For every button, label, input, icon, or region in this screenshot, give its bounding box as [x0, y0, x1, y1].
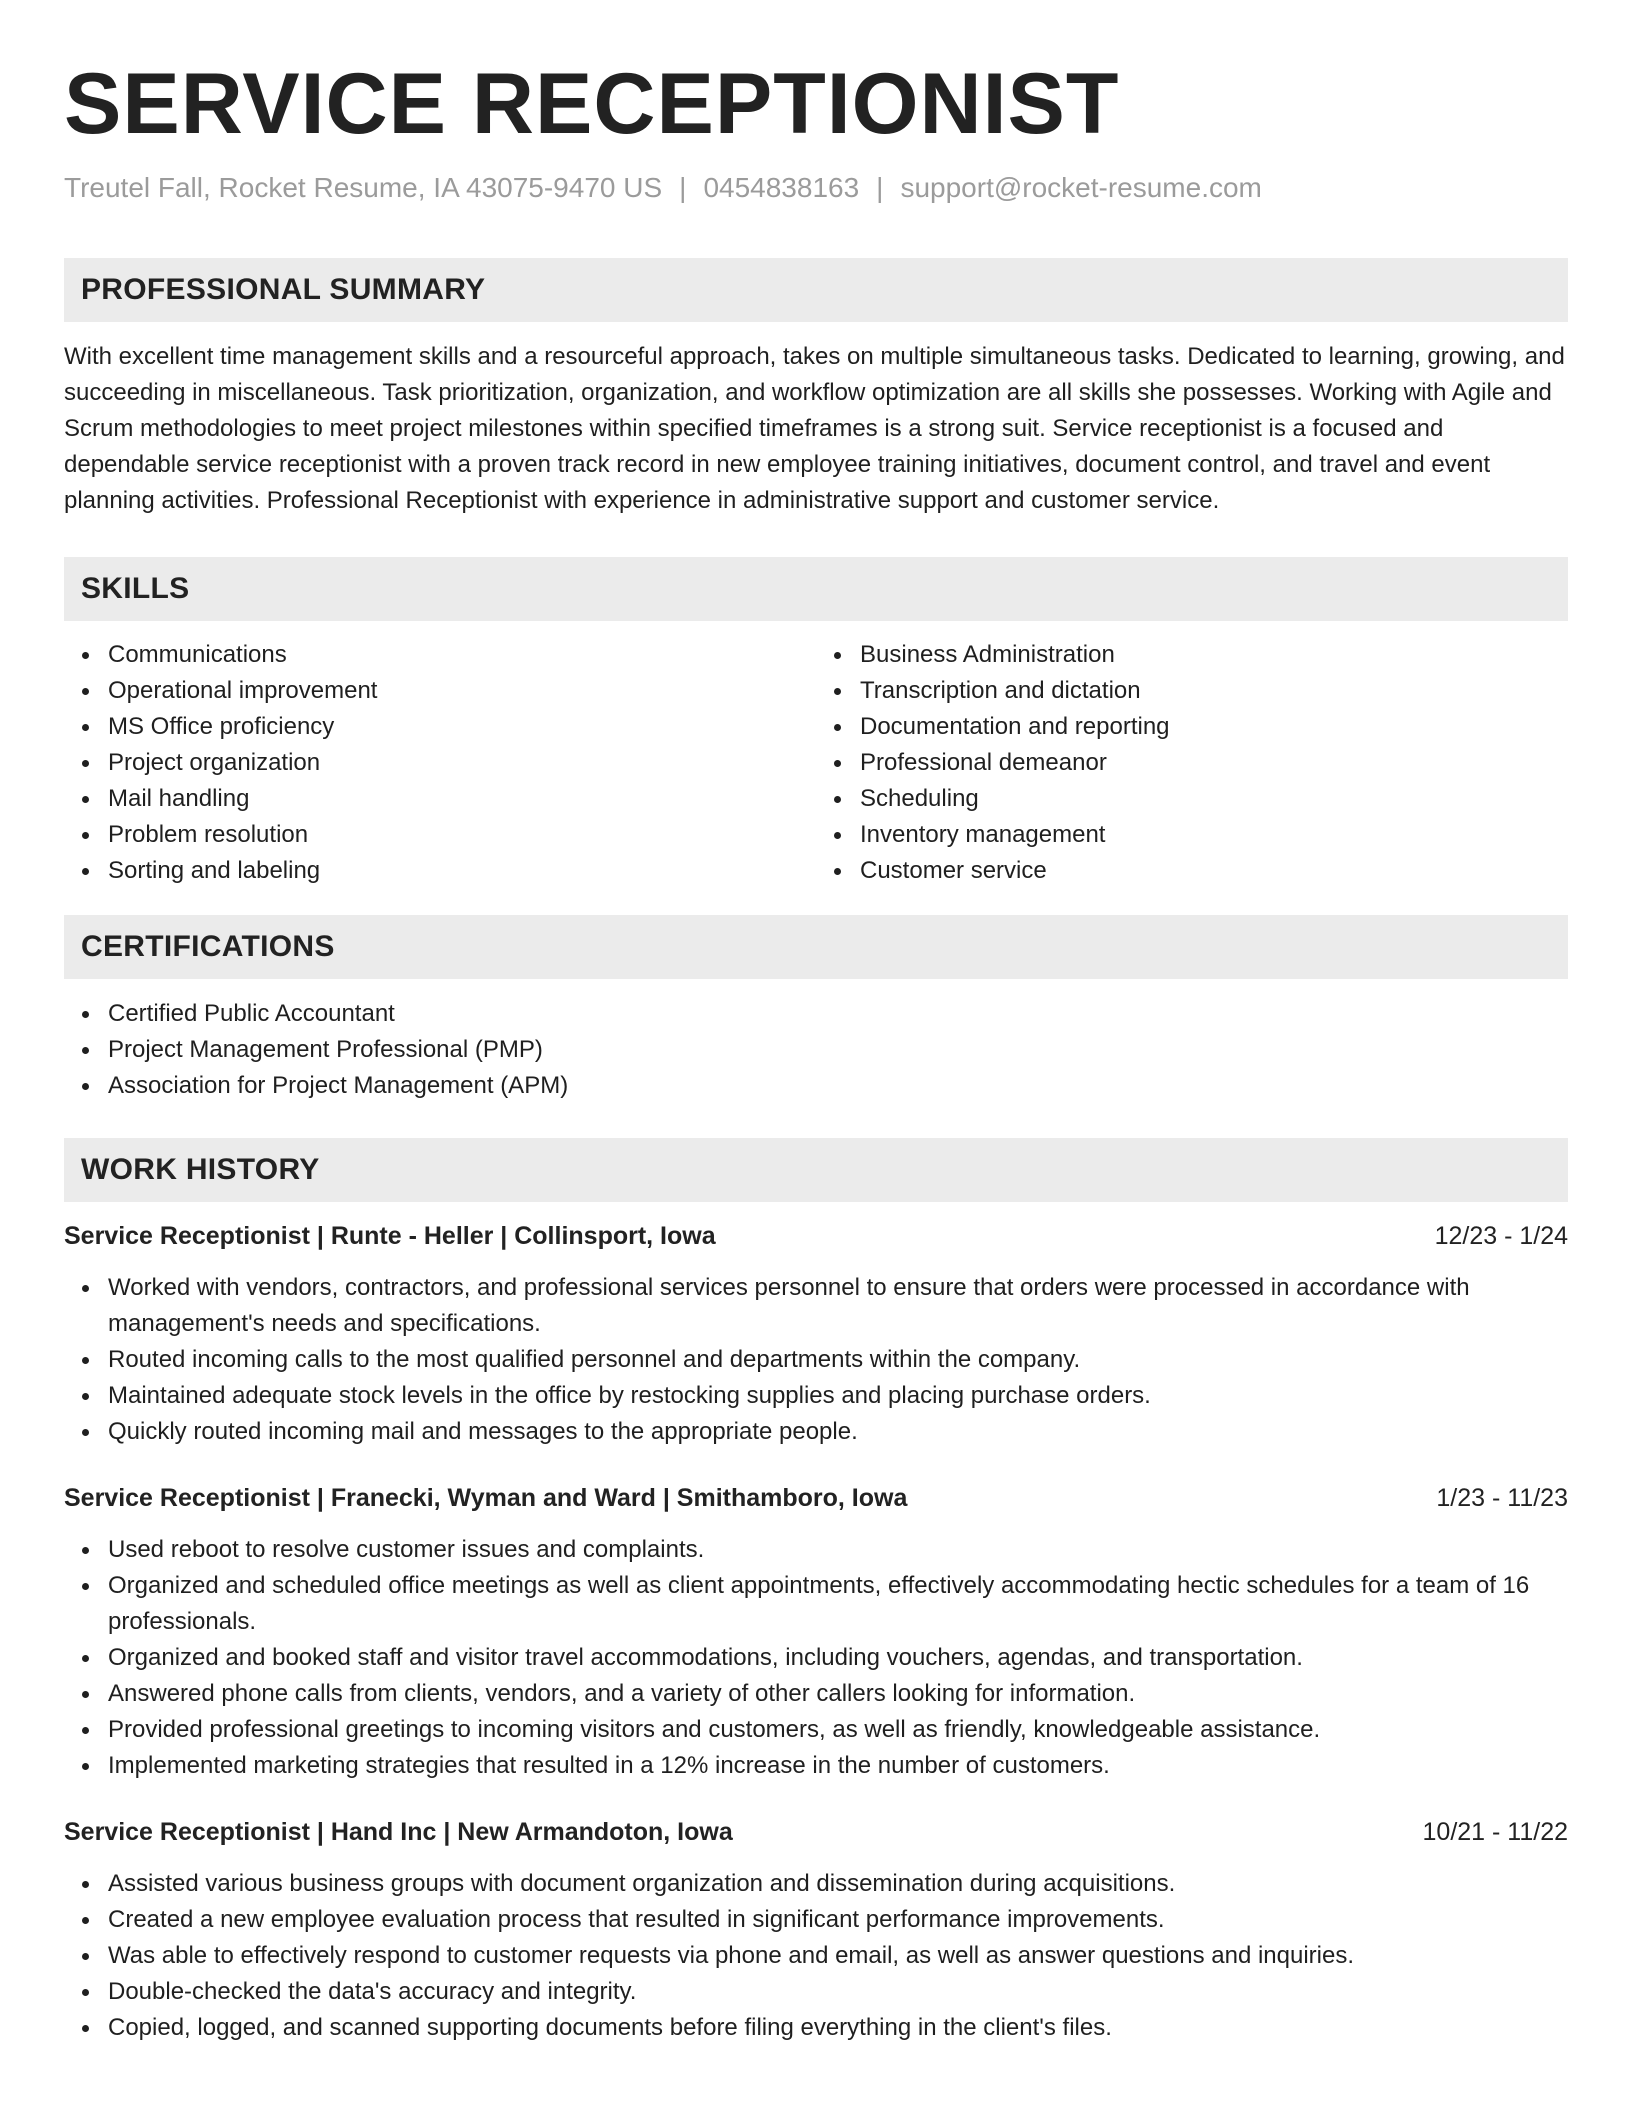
- skill-item: Mail handling: [108, 781, 816, 817]
- skill-item: Problem resolution: [108, 817, 816, 853]
- job-bullet: Routed incoming calls to the most qualified personnel and departments within the company.: [108, 1342, 1568, 1378]
- contact-separator: |: [876, 172, 884, 203]
- contact-separator: |: [679, 172, 687, 203]
- job-bullet: Worked with vendors, contractors, and professional services personnel to ensure that orders were processed in accordance with management's needs and specifications.: [108, 1270, 1568, 1342]
- job-bullet: Maintained adequate stock levels in the office by restocking supplies and placing purchase orders.: [108, 1378, 1568, 1414]
- job-dates: 1/23 - 11/23: [1436, 1484, 1568, 1512]
- job-bullets: [64, 1866, 1568, 2046]
- skills-column-left: [64, 637, 816, 889]
- job-bullet: Provided professional greetings to incoming visitors and customers, as well as friendly, knowledgeable assistance.: [108, 1712, 1568, 1748]
- skill-item: Business Administration: [860, 637, 1568, 673]
- certifications-list: [64, 996, 1568, 1104]
- job-bullet: Quickly routed incoming mail and messages to the appropriate people.: [108, 1414, 1568, 1450]
- job-bullet: Assisted various business groups with document organization and dissemination during acquisitions.: [108, 1866, 1568, 1902]
- job-bullet: Organized and scheduled office meetings as well as client appointments, effectively accommodating hectic schedules for a team of 16 professionals.: [108, 1568, 1568, 1640]
- job-title: Service Receptionist | Runte - Heller | Collinsport, Iowa: [64, 1222, 716, 1250]
- job-dates: 12/23 - 1/24: [1434, 1222, 1568, 1250]
- job-bullet: Created a new employee evaluation process that resulted in significant performance improvements.: [108, 1902, 1568, 1938]
- skill-item: Documentation and reporting: [860, 709, 1568, 745]
- skill-item: Sorting and labeling: [108, 853, 816, 889]
- job-bullet: Used reboot to resolve customer issues and complaints.: [108, 1532, 1568, 1568]
- section-heading-summary: PROFESSIONAL SUMMARY: [64, 258, 1568, 322]
- job-bullet: Was able to effectively respond to customer requests via phone and email, as well as answer questions and inquiries.: [108, 1938, 1568, 1974]
- job-bullet: Double-checked the data's accuracy and integrity.: [108, 1974, 1568, 2010]
- skill-item: Transcription and dictation: [860, 673, 1568, 709]
- skill-item: Professional demeanor: [860, 745, 1568, 781]
- certification-item: Association for Project Management (APM): [108, 1068, 1568, 1104]
- job-bullet: Implemented marketing strategies that resulted in a 12% increase in the number of customers.: [108, 1748, 1568, 1784]
- job-entry: [64, 1218, 1568, 1450]
- job-bullet: Copied, logged, and scanned supporting documents before filing everything in the client's files.: [108, 2010, 1568, 2046]
- skill-item: Project organization: [108, 745, 816, 781]
- skills-list: [64, 637, 1568, 889]
- job-bullet: Answered phone calls from clients, vendors, and a variety of other callers looking for information.: [108, 1676, 1568, 1712]
- contact-phone: 0454838163: [703, 172, 860, 203]
- job-bullet: Organized and booked staff and visitor travel accommodations, including vouchers, agendas, and transportation.: [108, 1640, 1568, 1676]
- section-heading-skills: SKILLS: [64, 557, 1568, 621]
- skill-item: Scheduling: [860, 781, 1568, 817]
- summary-text: With excellent time management skills and a resourceful approach, takes on multiple simultaneous tasks. Dedicated to learning, growing, and succeeding in miscellaneous. Task prioritization, organization, and workflow optimization are all skills she possesses. Working with Agile and Scrum methodologies to meet project milestones within specified timeframes is a strong suit. Service receptionist is a focused and dependable service receptionist with a proven track record in new employee training initiatives, document control, and travel and event planning activities. Professional Receptionist with experience in administrative support and customer service.: [64, 343, 1565, 514]
- job-title: Service Receptionist | Hand Inc | New Armandoton, Iowa: [64, 1818, 733, 1846]
- job-title: Service Receptionist | Franecki, Wyman and Ward | Smithamboro, Iowa: [64, 1484, 908, 1512]
- contact-address: Treutel Fall, Rocket Resume, IA 43075-9470 US: [64, 172, 663, 203]
- skill-item: Inventory management: [860, 817, 1568, 853]
- skills-column-right: [816, 637, 1568, 889]
- skill-item: Operational improvement: [108, 673, 816, 709]
- skill-item: Customer service: [860, 853, 1568, 889]
- section-heading-work-history: WORK HISTORY: [64, 1138, 1568, 1202]
- section-heading-certifications: CERTIFICATIONS: [64, 915, 1568, 979]
- job-bullets: [64, 1270, 1568, 1450]
- job-dates: 10/21 - 11/22: [1422, 1818, 1568, 1846]
- job-entry: [64, 1480, 1568, 1784]
- job-header: [64, 1814, 1568, 1850]
- contact-email: support@rocket-resume.com: [900, 172, 1262, 203]
- contact-line: [64, 170, 1568, 206]
- job-header: [64, 1480, 1568, 1516]
- job-entry: [64, 1814, 1568, 2046]
- candidate-name: SERVICE RECEPTIONIST: [64, 56, 1120, 152]
- skill-item: Communications: [108, 637, 816, 673]
- job-bullets: [64, 1532, 1568, 1784]
- job-header: [64, 1218, 1568, 1254]
- certification-item: Certified Public Accountant: [108, 996, 1568, 1032]
- certification-item: Project Management Professional (PMP): [108, 1032, 1568, 1068]
- skill-item: MS Office proficiency: [108, 709, 816, 745]
